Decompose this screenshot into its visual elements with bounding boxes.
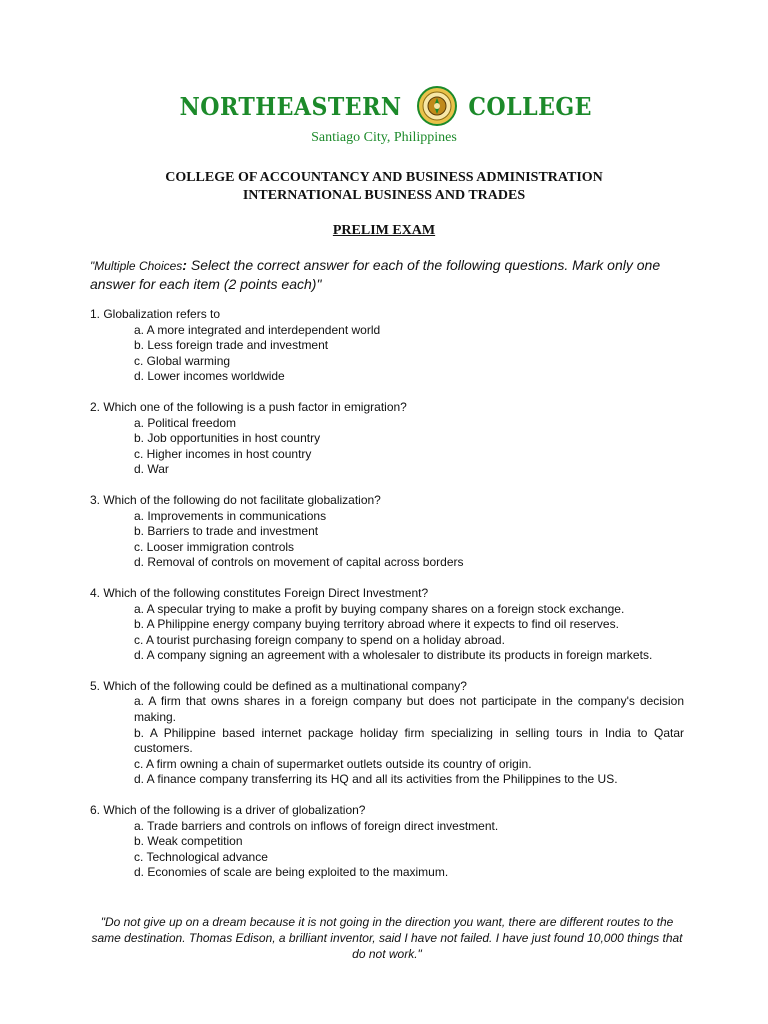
answer-option: c. A firm owning a chain of supermarket outlets outside its country of origin. [134, 756, 532, 771]
answer-option: a. A more integrated and interdependent world [134, 322, 381, 337]
answer-option: b. A Philippine energy company buying territory abroad where it expects to find oil reserves. [134, 617, 619, 632]
answer-option: d. Lower incomes worldwide [134, 369, 285, 384]
question-stem: 5. Which of the following could be defined as a multinational company? [90, 678, 467, 693]
answer-option: c. Technological advance [134, 849, 268, 864]
college-name-right: COLLEGE [468, 91, 593, 121]
letterhead [0, 86, 768, 146]
answer-option: b. Weak competition [134, 834, 243, 849]
instructions-colon: : [182, 257, 187, 273]
answer-option: b. A Philippine based internet package holiday firm specializing in selling tours in India to Qatar customers. [134, 725, 684, 756]
answer-option: d. A company signing an agreement with a wholesaler to distribute its products in foreign markets. [134, 648, 653, 663]
college-logo-row [0, 86, 768, 126]
question-stem: 2. Which one of the following is a push factor in emigration? [90, 399, 407, 414]
question-stem: 1. Globalization refers to [90, 307, 221, 321]
answer-option: a. Political freedom [134, 415, 237, 430]
question-list [90, 307, 684, 896]
answer-option: a. A specular trying to make a profit by buying company shares on a foreign stock exchange. [134, 601, 625, 616]
instructions [90, 256, 686, 293]
answer-option: b. Less foreign trade and investment [134, 338, 329, 353]
college-seal-icon [417, 86, 457, 126]
answer-option: c. Looser immigration controls [134, 539, 295, 554]
answer-option: b. Barriers to trade and investment [134, 524, 319, 539]
department-line-2: INTERNATIONAL BUSINESS AND TRADES [242, 188, 526, 203]
question-3 [90, 493, 684, 571]
answer-option: a. A firm that owns shares in a foreign company but does not participate in the company's decision making. [134, 694, 684, 725]
closing-quote: "Do not give up on a dream because it is not going in the direction you want, there are different routes to the same destination. Thomas Edison, a brilliant inventor, said I have not failed. I have just found 10,000 things that do not work." [91, 915, 683, 961]
question-stem: 4. Which of the following constitutes Foreign Direct Investment? [90, 585, 429, 600]
answer-option: d. War [134, 462, 169, 477]
question-5 [90, 679, 684, 788]
answer-option: c. Global warming [134, 353, 231, 368]
question-2 [90, 400, 684, 478]
answer-option: d. Removal of controls on movement of capital across borders [134, 555, 464, 570]
exam-title: PRELIM EXAM [332, 223, 436, 238]
answer-option: b. Job opportunities in host country [134, 431, 321, 446]
college-location: Santiago City, Philippines [311, 130, 457, 145]
instructions-label: "Multiple Choices [90, 259, 183, 273]
answer-option: a. Improvements in communications [134, 508, 327, 523]
answer-option: d. Economies of scale are being exploited to the maximum. [134, 865, 449, 880]
answer-option: a. Trade barriers and controls on inflows of foreign direct investment. [134, 818, 499, 833]
question-1 [90, 307, 684, 385]
answer-option: c. A tourist purchasing foreign company to spend on a holiday abroad. [134, 632, 505, 647]
answer-option: c. Higher incomes in host country [134, 446, 312, 461]
question-6 [90, 803, 684, 881]
question-stem: 6. Which of the following is a driver of globalization? [90, 803, 366, 818]
answer-option: d. A finance company transferring its HQ and all its activities from the Philippines to the US. [134, 772, 618, 787]
question-stem: 3. Which of the following do not facilitate globalization? [90, 492, 381, 507]
college-name-left: NORTHEASTERN [179, 91, 402, 121]
department-heading [0, 169, 768, 205]
question-4 [90, 586, 684, 664]
instructions-text: Select the correct answer for each of the following questions. Mark only one answer for each item (2 points each)" [90, 257, 661, 292]
department-line-1: COLLEGE OF ACCOUNTANCY AND BUSINESS ADMINISTRATION [165, 170, 603, 185]
